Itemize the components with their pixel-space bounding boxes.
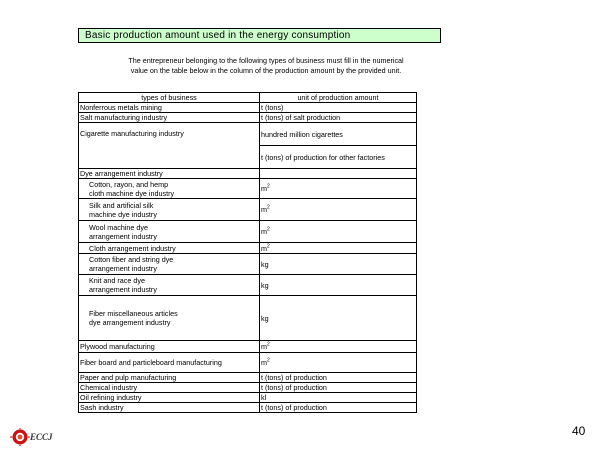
table-row bbox=[79, 353, 417, 373]
business-type-cell bbox=[79, 221, 260, 243]
logo-text: ECCJ bbox=[30, 432, 53, 442]
production-table bbox=[78, 92, 417, 413]
unit-superscript: 2 bbox=[267, 226, 270, 233]
table-row bbox=[79, 393, 417, 403]
unit-superscript: 2 bbox=[267, 183, 270, 190]
unit-cell: kg bbox=[260, 296, 417, 341]
table-header-row bbox=[79, 93, 417, 103]
business-type-line: arrangement industry bbox=[89, 285, 157, 294]
business-type-line: Wool machine dye bbox=[89, 222, 148, 232]
unit-cell bbox=[260, 341, 417, 353]
business-type-cell: Fiber board and particleboard manufacturing bbox=[79, 353, 260, 373]
business-type-cell bbox=[79, 296, 260, 341]
business-type-cell: Cloth arrangement industry bbox=[79, 243, 260, 254]
unit-cell: kg bbox=[260, 275, 417, 296]
business-type-line: Fiber miscellaneous articles bbox=[89, 309, 178, 318]
unit-cell bbox=[260, 179, 417, 199]
unit-cell: t (tons) of salt production bbox=[260, 113, 417, 123]
business-type-line: Silk and artificial silk bbox=[89, 200, 154, 210]
section-title: Basic production amount used in the energy consumption bbox=[78, 28, 441, 43]
table-row bbox=[79, 373, 417, 383]
table-row bbox=[79, 103, 417, 113]
unit-cell bbox=[260, 221, 417, 243]
table-row bbox=[79, 199, 417, 221]
business-type-cell: Plywood manufacturing bbox=[79, 341, 260, 353]
unit-cell: kg bbox=[260, 254, 417, 275]
table-row bbox=[79, 113, 417, 123]
business-type-line: arrangement industry bbox=[89, 264, 157, 273]
unit-superscript: 2 bbox=[267, 204, 270, 211]
business-type-line: machine dye industry bbox=[89, 209, 157, 219]
table-row bbox=[79, 179, 417, 199]
unit-text: m bbox=[261, 342, 267, 351]
business-type-cell: Nonferrous metals mining bbox=[79, 103, 260, 113]
business-type-line: Cotton, rayon, and hemp bbox=[89, 179, 169, 189]
table-row bbox=[79, 296, 417, 341]
header-business-type: types of business bbox=[79, 93, 260, 103]
table-row bbox=[79, 341, 417, 353]
table-row bbox=[79, 275, 417, 296]
business-type-cell: Cigarette manufacturing industry bbox=[79, 123, 260, 169]
unit-cell: hundred million cigarettes bbox=[260, 123, 417, 146]
business-type-cell: Dye arrangement industry bbox=[79, 169, 260, 179]
table-row bbox=[79, 383, 417, 393]
intro-line-2: value on the table below in the column of the production amount by the provided unit. bbox=[130, 66, 402, 75]
unit-cell bbox=[260, 243, 417, 254]
business-type-line: Knit and race dye bbox=[89, 276, 145, 285]
unit-cell: t (tons) of production for other factories bbox=[260, 146, 417, 169]
business-type-cell: Paper and pulp manufacturing bbox=[79, 373, 260, 383]
table-row bbox=[79, 254, 417, 275]
intro-text bbox=[86, 56, 446, 76]
unit-cell: t (tons) of production bbox=[260, 373, 417, 383]
unit-cell: t (tons) bbox=[260, 103, 417, 113]
unit-superscript: 2 bbox=[267, 357, 270, 364]
unit-text: m bbox=[261, 184, 267, 193]
unit-text: m bbox=[261, 243, 267, 253]
unit-text: m bbox=[261, 227, 267, 236]
business-type-cell bbox=[79, 179, 260, 199]
business-type-cell: Oil refining industry bbox=[79, 393, 260, 403]
unit-cell bbox=[260, 353, 417, 373]
unit-cell bbox=[260, 199, 417, 221]
business-type-line: Cotton fiber and string dye bbox=[89, 255, 174, 264]
unit-superscript: 2 bbox=[267, 243, 270, 250]
unit-cell: t (tons) of production bbox=[260, 403, 417, 413]
business-type-cell bbox=[79, 199, 260, 221]
table-row bbox=[79, 403, 417, 413]
unit-cell: kl bbox=[260, 393, 417, 403]
intro-line-1: The entrepreneur belonging to the following types of business must fill in the numerical bbox=[128, 56, 404, 65]
table-row bbox=[79, 123, 417, 146]
business-type-line: dye arrangement industry bbox=[89, 318, 171, 327]
business-type-cell bbox=[79, 254, 260, 275]
unit-cell: t (tons) of production bbox=[260, 383, 417, 393]
unit-text: m bbox=[261, 358, 267, 367]
business-type-cell: Chemical industry bbox=[79, 383, 260, 393]
unit-text: m bbox=[261, 205, 267, 214]
header-unit: unit of production amount bbox=[260, 93, 417, 103]
page-number: 40 bbox=[572, 424, 586, 438]
business-type-line: cloth machine dye industry bbox=[89, 188, 175, 198]
business-type-cell: Sash industry bbox=[79, 403, 260, 413]
business-type-cell: Salt manufacturing industry bbox=[79, 113, 260, 123]
unit-superscript: 2 bbox=[267, 341, 270, 348]
business-type-line: arrangement industry bbox=[89, 231, 157, 241]
table-row bbox=[79, 221, 417, 243]
table-row bbox=[79, 243, 417, 254]
table-row bbox=[79, 169, 417, 179]
business-type-cell bbox=[79, 275, 260, 296]
unit-cell bbox=[260, 169, 417, 179]
